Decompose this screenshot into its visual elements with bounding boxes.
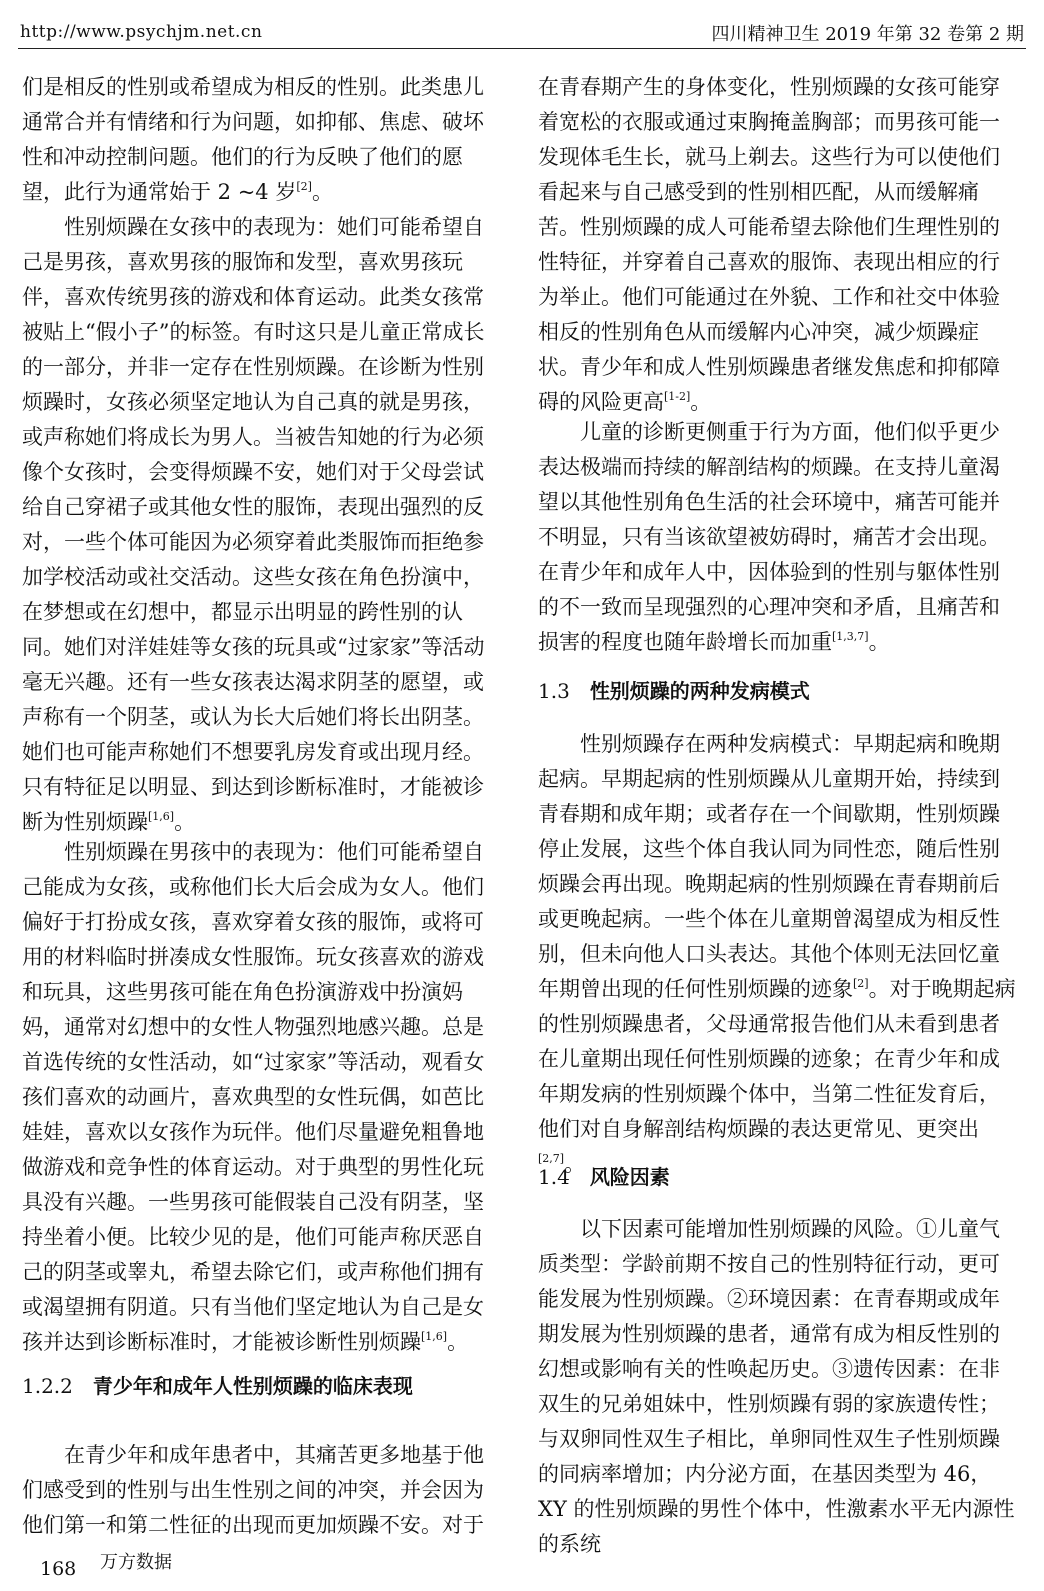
section-heading-1-3 <box>538 674 1016 709</box>
text: 在青春期产生的身体变化，性别烦躁的女孩可能穿着宽松的衣服或通过束胸掩盖胸部；而男孩可能一发现体毛生长，就马上剃去。这些行为可以使他们看起来与自己感受到的性别相匹配，从而缓解痛苦。性别烦躁的成人可能希望去除他们生理性别的性特征，并穿着自己喜欢的服饰、表现出相应的行为举止。他们可能通过在外貌、工作和社交中体验相反的性别角色从而缓解内心冲突，减少烦躁症状。青少年和成人性别烦躁患者继发焦虑和抑郁障碍的风险更高 <box>538 75 1000 414</box>
citation: [1,6] <box>421 1330 448 1343</box>
section-heading-1-2-2 <box>22 1369 500 1404</box>
paragraph-left-4 <box>22 1438 500 1543</box>
citation: [1-2] <box>664 390 691 403</box>
text: 。 <box>690 390 712 414</box>
section-title: 性别烦躁的两种发病模式 <box>589 679 810 703</box>
text: 。对于晚期起病的性别烦躁患者，父母通常报告他们从未看到患者在儿童期出现任何性别烦躁的迹象；在青少年和成年期发病的性别烦躁个体中，当第二性征发育后，他们对自身解剖结构烦躁的表达更常见、更突出 <box>538 977 1016 1141</box>
paragraph-left-2 <box>22 210 500 840</box>
citation: [1,6] <box>148 810 175 823</box>
paragraph-right-1 <box>538 70 1016 420</box>
paragraph-left-1 <box>22 70 500 210</box>
citation: [2] <box>296 180 312 193</box>
text: 性别烦躁在男孩中的表现为：他们可能希望自己能成为女孩，或称他们长大后会成为女人。他们偏好于打扮成女孩，喜欢穿着女孩的服饰，或将可用的材料临时拼凑成女性服饰。玩女孩喜欢的游戏和玩具，这些男孩可能在角色扮演游戏中扮演妈妈，通常对幻想中的女性人物强烈地感兴趣。总是首选传统的女性活动，如“过家家”等活动，观看女孩们喜欢的动画片，喜欢典型的女性玩偶，如芭比娃娃，喜欢以女孩作为玩伴。他们尽量避免粗鲁地做游戏和竞争性的体育运动。对于典型的男性化玩具没有兴趣。一些男孩可能假装自己没有阴茎，坚持坐着小便。比较少见的是，他们可能声称厌恶自己的阴茎或睾丸，希望去除它们，或声称他们拥有或渴望拥有阴道。只有当他们坚定地认为自己是女孩并达到诊断标准时，才能被诊断性别烦躁 <box>22 840 485 1354</box>
running-header <box>18 18 1026 49</box>
page-number: 168 <box>40 1558 77 1580</box>
text: 在青少年和成年患者中，其痛苦更多地基于他们感受到的性别与出生性别之间的冲突，并会因为他们第一和第二性征的出现而更加烦躁不安。对于 <box>22 1443 484 1537</box>
section-title: 风险因素 <box>589 1165 670 1189</box>
text: 儿童的诊断更侧重于行为方面，他们似乎更少表达极端而持续的解剖结构的烦躁。在支持儿童渴望以其他性别角色生活的社会环境中，痛苦可能并不明显，只有当该欲望被妨碍时，痛苦才会出现。在青少年和成年人中，因体验到的性别与躯体性别的不一致而呈现强烈的心理冲突和矛盾，且痛苦和损害的程度也随年龄增长而加重 <box>538 420 1000 654</box>
text: 。 <box>868 630 890 654</box>
journal-url[interactable]: http://www.psychjm.net.cn <box>20 22 263 42</box>
section-title: 青少年和成年人性别烦躁的临床表现 <box>92 1374 413 1398</box>
citation: [2,7] <box>538 1152 565 1165</box>
text: 。 <box>311 180 333 204</box>
text: 。 <box>564 1152 586 1176</box>
paragraph-right-4 <box>538 1212 1016 1562</box>
section-number: 1.3 <box>538 679 570 703</box>
source-watermark: 万方数据 <box>100 1552 172 1573</box>
section-heading-1-4 <box>538 1160 1016 1195</box>
text: 以下因素可能增加性别烦躁的风险。①儿童气质类型：学龄前期不按自己的性别特征行动，更可能发展为性别烦躁。②环境因素：在青春期或成年期发展为性别烦躁的患者，通常有成为相反性别的幻想或影响有关的性唤起历史。③遗传因素：在非双生的兄弟姐妹中，性别烦躁有弱的家族遗传性；与双卵同性双生子相比，单卵同性双生子性别烦躁的同病率增加；内分泌方面，在基因类型为 46，XY 的性别烦躁的男性个体中，性激素水平无内源性的系统 <box>538 1217 1015 1556</box>
text: 性别烦躁存在两种发病模式：早期起病和晚期起病。早期起病的性别烦躁从儿童期开始，持续到青春期和成年期；或者存在一个间歇期，性别烦躁停止发展，这些个体自我认同为同性恋，随后性别烦躁会再出现。晚期起病的性别烦躁在青春期前后或更晚起病。一些个体在儿童期曾渴望成为相反性别，但未向他人口头表达。其他个体则无法回忆童年期曾出现的任何性别烦躁的迹象 <box>538 732 1000 1001</box>
text: 。 <box>174 810 196 834</box>
citation: [2] <box>853 977 869 990</box>
paragraph-right-3 <box>538 727 1016 1182</box>
paragraph-left-3 <box>22 835 500 1360</box>
journal-issue: 四川精神卫生 2019 年第 32 卷第 2 期 <box>711 24 1024 45</box>
text: 性别烦躁在女孩中的表现为：她们可能希望自己是男孩，喜欢男孩的服饰和发型，喜欢男孩玩伴，喜欢传统男孩的游戏和体育运动。此类女孩常被贴上“假小子”的标签。有时这只是儿童正常成长的一部分，并非一定存在性别烦躁。在诊断为性别烦躁时，女孩必须坚定地认为自己真的就是男孩，或声称她们将成长为男人。当被告知她的行为必须像个女孩时，会变得烦躁不安，她们对于父母尝试给自己穿裙子或其他女性的服饰，表现出强烈的反对，一些个体可能因为必须穿着此类服饰而拒绝参加学校活动或社交活动。这些女孩在角色扮演中，在梦想或在幻想中，都显示出明显的跨性别的认同。她们对洋娃娃等女孩的玩具或“过家家”等活动毫无兴趣。还有一些女孩表达渴求阴茎的愿望，或声称有一个阴茎，或认为长大后她们将长出阴茎。她们也可能声称她们不想要乳房发育或出现月经。只有特征足以明显、到达到诊断标准时，才能被诊断为性别烦躁 <box>22 215 485 834</box>
citation: [1,3,7] <box>832 630 869 643</box>
paragraph-right-2 <box>538 415 1016 660</box>
section-number: 1.2.2 <box>22 1374 73 1398</box>
section-number: 1.4 <box>538 1165 570 1189</box>
text: 们是相反的性别或希望成为相反的性别。此类患儿通常合并有情绪和行为问题，如抑郁、焦虑、破坏性和冲动控制问题。他们的行为反映了他们的愿望，此行为通常始于 2 ~4 岁 <box>22 75 484 204</box>
text: 。 <box>447 1330 469 1354</box>
